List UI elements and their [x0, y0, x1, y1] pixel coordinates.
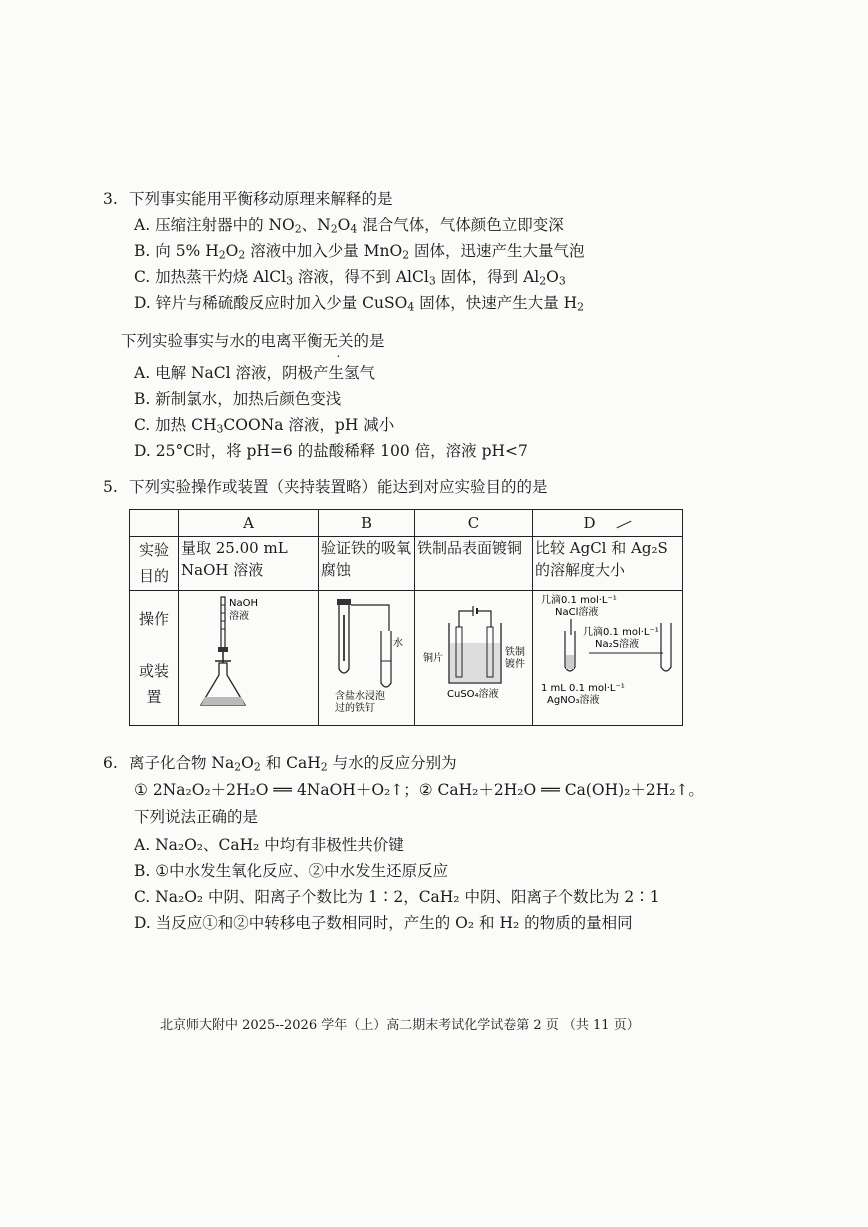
water-label: 水: [393, 638, 403, 649]
q3-number: 3.: [103, 190, 118, 208]
q6-stem: 6. 离子化合物 $Na_2O_2$ 和 CaH$_2$ 与水的反应分别为: [103, 754, 457, 774]
q4-stem: 下列实验事实与水的电离平衡无关的是: [121, 332, 385, 350]
q3-stem-text: 下列事实能用平衡移动原理来解释的是: [129, 190, 393, 208]
iron-corrosion-diagram: [319, 591, 415, 719]
plated-item-label: 镀件: [505, 659, 525, 670]
page-footer: 北京师大附中 2025--2026 学年（上）高二期末考试化学试卷第 2 页 （共 11 页）: [160, 1018, 640, 1033]
copper-plate-label: 铜片: [423, 653, 443, 664]
na2s-conc-label: 几滴0.1 mol·L⁻¹: [583, 627, 659, 638]
q5-apparatus-a: [179, 591, 319, 726]
q4-option-d: D. 25°C时，将 pH=6 的盐酸稀释 100 倍，溶液 pH<7: [134, 442, 528, 460]
q6-option-a: A. Na₂O₂、CaH₂ 中均有非极性共价键: [134, 836, 404, 854]
solution-label: 溶液: [229, 611, 249, 622]
q5-row-label-apparatus: 操作 或装置: [130, 591, 179, 726]
q3-option-b: B. 向 5% $H_2O_2$ 溶液中加入少量 MnO$_2$ 固体，迅速产生大量气泡: [134, 242, 585, 262]
q6-equations: ① 2Na₂O₂＋2H₂O ══ 4NaOH＋O₂↑；② CaH₂＋2H₂O ══ Ca(OH)₂＋2H₂↑。: [134, 781, 704, 799]
q6-option-b: B. ①中水发生氧化反应、②中水发生还原反应: [134, 862, 449, 880]
q5-apparatus-d: [533, 591, 683, 726]
q5-purpose-b: 验证铁的吸氧腐蚀: [319, 537, 415, 591]
salt-water-label: 含盐水浸泡: [335, 691, 385, 702]
nacl-label: NaCl溶液: [555, 607, 599, 618]
q3-option-c: C. 加热蒸干灼烧 AlCl$_3$ 溶液，得不到 AlCl$_3$ 固体，得到 $Al_2O_3$: [134, 268, 566, 288]
q5-col-a: A: [179, 510, 319, 537]
cuso4-label: CuSO₄溶液: [447, 689, 499, 700]
q4-emphasis: 无关: [322, 332, 354, 350]
q5-row-label-purpose: 实验 目的: [130, 537, 179, 591]
q4-option-b: B. 新制氯水，加热后颜色变浅: [134, 390, 342, 408]
q5-apparatus-row: [130, 591, 683, 726]
agno3-label: AgNO₃溶液: [547, 695, 600, 706]
q5-col-b: B: [319, 510, 415, 537]
q5-table: [129, 509, 683, 726]
q5-header-empty: [130, 510, 179, 537]
iron-item-label: 铁制: [505, 647, 525, 658]
q5-col-d: D: [533, 510, 683, 537]
q5-apparatus-b: [319, 591, 415, 726]
q4-option-c: C. 加热 $CH_3COONa$ 溶液，pH 减小: [134, 416, 395, 436]
q3-option-a: A. 压缩注射器中的 $NO_2$、$N_2O_4$ 混合气体，气体颜色立即变深: [134, 216, 564, 236]
q5-stem: 5. 下列实验操作或装置（夹持装置略）能达到对应实验目的的是: [103, 478, 548, 496]
q5-header-row: [130, 510, 683, 537]
q5-purpose-row: [130, 537, 683, 591]
q6-option-c: C. Na₂O₂ 中阴、阳离子个数比为 1∶2，CaH₂ 中阴、阳离子个数比为 2∶1: [134, 888, 660, 906]
silver-precipitation-diagram: [533, 591, 683, 719]
q5-purpose-d: 比较 AgCl 和 Ag₂S 的溶解度大小: [533, 537, 683, 591]
q3-option-d: D. 锌片与稀硫酸反应时加入少量 CuSO$_4$ 固体，快速产生大量 $H_2$: [134, 294, 585, 314]
naoh-label: NaOH: [229, 598, 258, 609]
q3-stem: [103, 188, 393, 210]
na2s-label: Na₂S溶液: [595, 639, 639, 650]
q5-purpose-c: 铁制品表面镀铜: [415, 537, 533, 591]
burette-flask-diagram: [179, 591, 319, 719]
q6-option-d: D. 当反应①和②中转移电子数相同时，产生的 O₂ 和 H₂ 的物质的量相同: [134, 914, 633, 932]
q5-apparatus-c: [415, 591, 533, 726]
agno3-conc-label: 1 mL 0.1 mol·L⁻¹: [541, 683, 625, 694]
q5-col-c: C: [415, 510, 533, 537]
q5-purpose-a: 量取 25.00 mL NaOH 溶液: [179, 537, 319, 591]
q4-option-a: A. 电解 NaCl 溶液，阴极产生氢气: [134, 364, 376, 382]
q6-sub-stem: 下列说法正确的是: [134, 808, 259, 826]
nacl-conc-label: 几滴0.1 mol·L⁻¹: [541, 595, 617, 606]
copper-plating-diagram: [415, 591, 533, 719]
iron-nail-label: 过的铁钉: [335, 703, 375, 714]
